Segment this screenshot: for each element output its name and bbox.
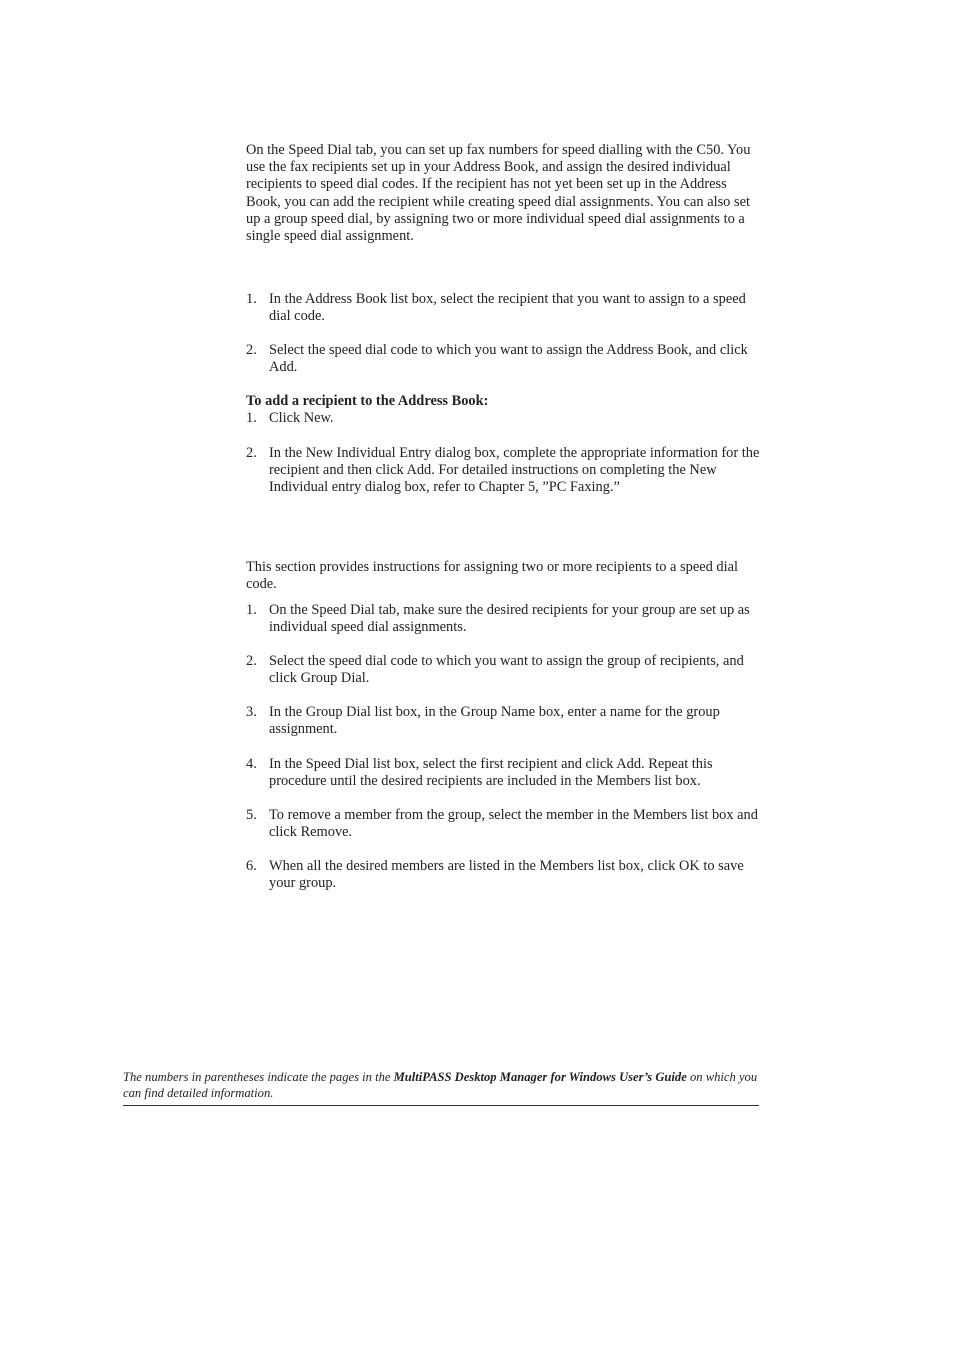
step-text: Select the speed dial code to which you want to assign the Address Book, and click Add. bbox=[269, 342, 748, 376]
footnote bbox=[123, 1069, 759, 1101]
list-item bbox=[246, 342, 762, 376]
step-text: In the Group Dial list box, in the Group Name box, enter a name for the group assignment. bbox=[269, 704, 720, 738]
list-item bbox=[246, 858, 762, 892]
list-item bbox=[246, 756, 762, 790]
step-number: 2. bbox=[246, 653, 257, 669]
list-item bbox=[246, 410, 762, 427]
step-number: 2. bbox=[246, 445, 257, 461]
step-number: 2. bbox=[246, 342, 257, 358]
list-item bbox=[246, 445, 762, 497]
step-text: On the Speed Dial tab, make sure the desired recipients for your group are set up as individual speed dial assignments. bbox=[269, 602, 750, 636]
step-text: In the Speed Dial list box, select the first recipient and click Add. Repeat this procedure until the desired recipients are included in the Members list box. bbox=[269, 756, 713, 790]
group-intro-paragraph: This section provides instructions for assigning two or more recipients to a speed dial code. bbox=[246, 559, 738, 593]
list-item bbox=[246, 653, 762, 687]
footnote-pre: The numbers in parentheses indicate the pages in the bbox=[123, 1070, 394, 1084]
step-number: 4. bbox=[246, 756, 257, 772]
list-item bbox=[246, 291, 762, 325]
footnote-post: on which you can find detailed information. bbox=[123, 1070, 758, 1100]
step-text: Select the speed dial code to which you want to assign the group of recipients, and click Group Dial. bbox=[269, 653, 744, 687]
step-number: 3. bbox=[246, 704, 257, 720]
step-number: 1. bbox=[246, 291, 257, 307]
step-number: 5. bbox=[246, 807, 257, 823]
step-text: To remove a member from the group, select the member in the Members list box and click Remove. bbox=[269, 807, 758, 841]
list-item bbox=[246, 704, 762, 738]
step-text: In the Address Book list box, select the recipient that you want to assign to a speed dial code. bbox=[269, 291, 746, 325]
step-number: 1. bbox=[246, 410, 257, 426]
list-item bbox=[246, 602, 762, 636]
step-number: 6. bbox=[246, 858, 257, 874]
step-text: In the New Individual Entry dialog box, complete the appropriate information for the recipient and then click Add. For detailed instructions on completing the New Individual entry dialog box, refer to Chapter 5, ”PC Faxing.” bbox=[269, 445, 760, 496]
section-heading: To add a recipient to the Address Book: bbox=[246, 393, 489, 409]
intro-paragraph: On the Speed Dial tab, you can set up fax numbers for speed dialling with the C50. You use the fax recipients set up in your Address Book, and assign the desired individual recipients to speed dial codes. If the recipient has not yet been set up in the Address Book, you can add the recipient while creating speed dial assignments. You can also set up a group speed dial, by assigning two or more individual speed dial assignments to a single speed dial assignment. bbox=[246, 142, 751, 245]
footnote-guide-title: MultiPASS Desktop Manager for Windows User’s Guide bbox=[393, 1070, 687, 1084]
step-number: 1. bbox=[246, 602, 257, 618]
step-text: Click New. bbox=[269, 410, 334, 426]
list-item bbox=[246, 807, 762, 841]
footnote-divider bbox=[123, 1105, 759, 1106]
step-text: When all the desired members are listed in the Members list box, click OK to save your group. bbox=[269, 858, 744, 892]
